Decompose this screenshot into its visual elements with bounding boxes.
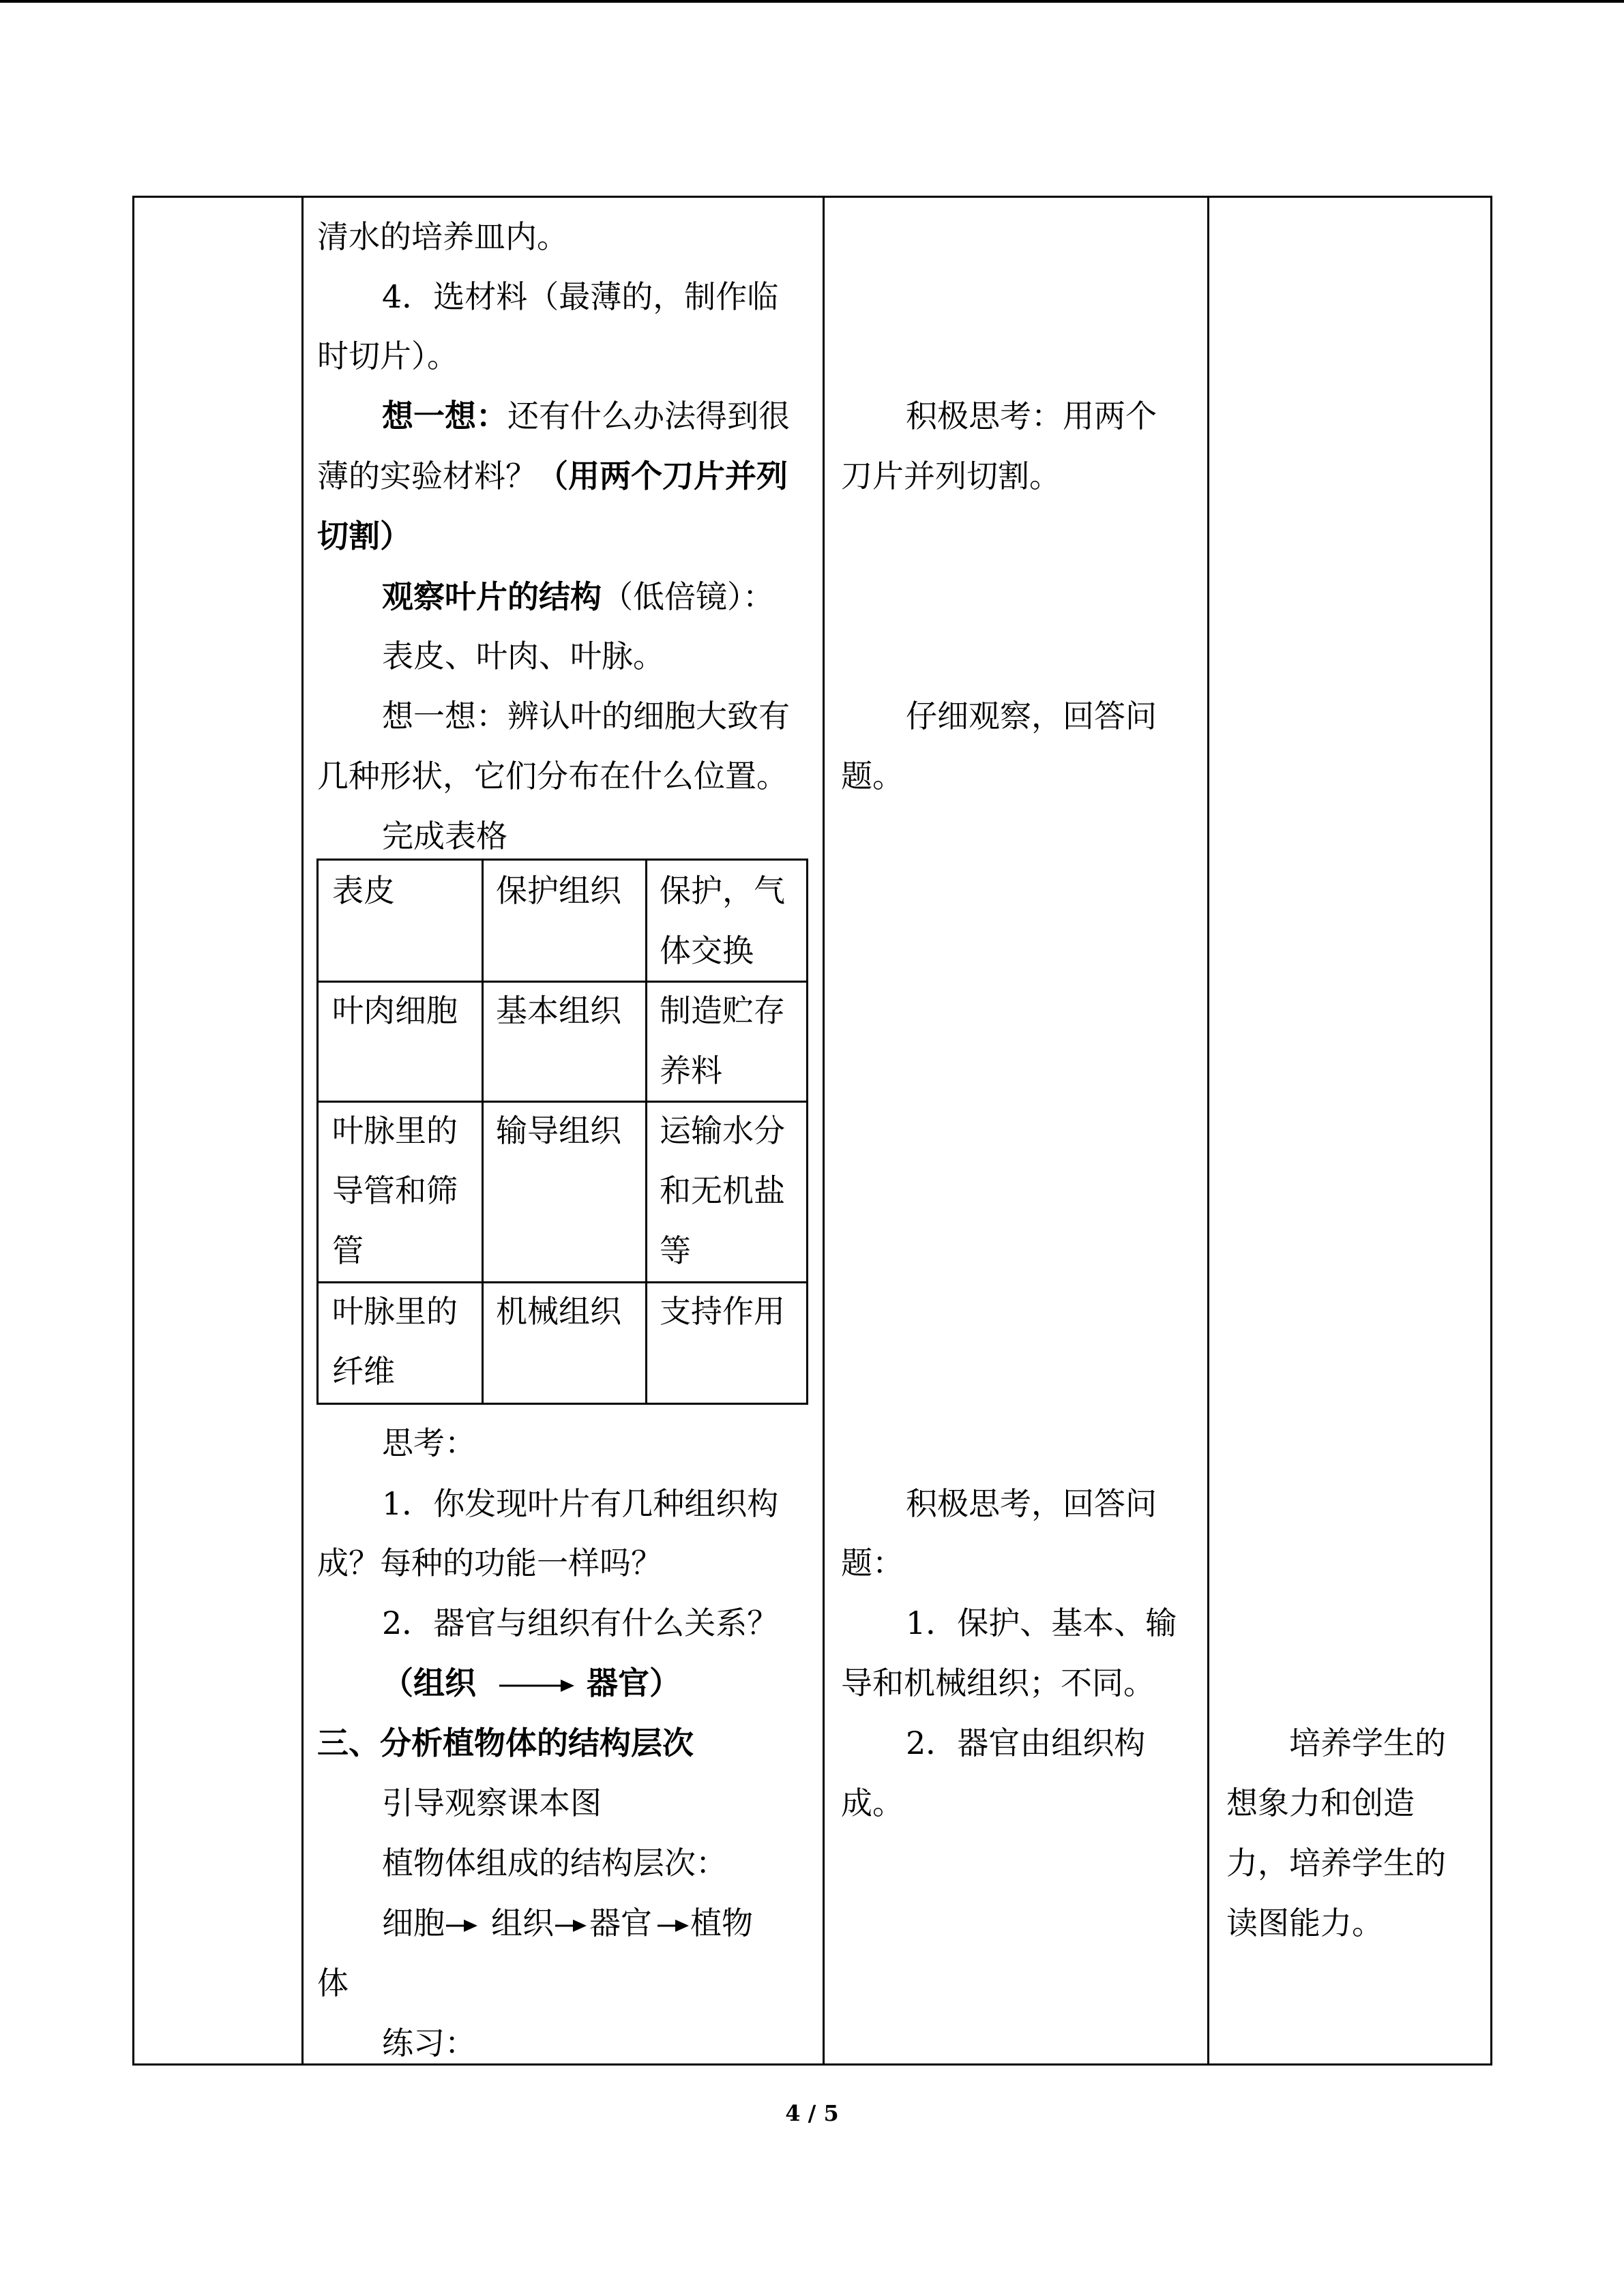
text-line: 练习： <box>382 2025 476 2061</box>
text-span: （低倍镜）： <box>602 578 774 615</box>
answer-bold: （用两个刀片并列 <box>537 458 788 494</box>
text-line: 体 <box>317 1965 349 2001</box>
tissue-table-divider <box>645 861 647 1403</box>
table-cell: 表皮 <box>332 872 395 909</box>
text-span: 薄的实验材料？ <box>317 458 537 494</box>
table-cell: 保护组织 <box>496 872 621 909</box>
text-line: 1．保护、基本、输 <box>906 1605 1177 1641</box>
text-line: 4．选材料（最薄的，制作临 <box>382 278 779 315</box>
text-line <box>382 578 774 615</box>
text-line: 刀片并列切割。 <box>841 458 1061 494</box>
table-cell: 运输水分 和无机盐 等 <box>660 1112 785 1269</box>
text-line: 题。 <box>841 758 904 794</box>
text-line <box>382 400 790 432</box>
design-intent-column <box>1226 196 1486 2066</box>
table-cell: 输导组织 <box>496 1112 621 1149</box>
table-cell: 支持作用 <box>660 1293 785 1330</box>
student-activity-column <box>841 196 1209 2066</box>
table-cell: 叶肉细胞 <box>332 992 458 1029</box>
hierarchy-tissue: 组织 <box>491 1905 554 1941</box>
hierarchy-plant: 植物 <box>690 1905 753 1941</box>
text-line: 引导观察课本图 <box>382 1785 602 1821</box>
text-line: 成？每种的功能一样吗？ <box>317 1545 662 1581</box>
column-divider-1 <box>301 196 304 2066</box>
text-line: 时切片）。 <box>317 338 458 374</box>
table-cell: 基本组织 <box>496 992 621 1029</box>
text-line: 积极思考，回答问 <box>906 1485 1157 1522</box>
arrow-right-icon <box>555 1910 587 1941</box>
text-line: 想象力和创造 <box>1226 1785 1415 1821</box>
table-cell: 制造贮存 养料 <box>660 992 785 1089</box>
text-line: 培养学生的 <box>1289 1725 1446 1761</box>
text-span: （组织 <box>382 1665 476 1701</box>
text-line: 植物体组成的结构层次： <box>382 1845 727 1881</box>
text-line: 成。 <box>841 1785 904 1821</box>
text-line: 表皮、叶肉、叶脉。 <box>382 638 664 674</box>
text-line: 2．器官与组织有什么关系？ <box>382 1605 779 1641</box>
text-line: 想一想：辨认叶的细胞大致有 <box>382 698 790 734</box>
top-rule <box>0 0 1624 3</box>
column-divider-2 <box>823 196 825 2066</box>
text-line: 题： <box>841 1545 904 1581</box>
text-line: 导和机械组织；不同。 <box>841 1665 1155 1701</box>
text-line: 2．器官由组织构 <box>906 1725 1146 1761</box>
answer-bold: 切割） <box>317 518 411 554</box>
think-label: 想一想： <box>382 398 507 434</box>
text-span: 还有什么办法得到很 <box>507 398 790 434</box>
text-line: 力，培养学生的 <box>1226 1845 1446 1881</box>
hierarchy-organ: 器官 <box>589 1905 652 1941</box>
table-cell: 保护，气 体交换 <box>660 872 785 969</box>
text-line: 1．你发现叶片有几种组织构 <box>382 1485 779 1522</box>
table-cell: 机械组织 <box>496 1293 621 1330</box>
table-cell: 叶脉里的 导管和筛 管 <box>332 1112 458 1269</box>
table-cell: 叶脉里的 纤维 <box>332 1293 458 1390</box>
tissue-table <box>316 859 808 1405</box>
text-line: 仔细观察，回答问 <box>906 698 1157 734</box>
text-line: 思考： <box>382 1425 476 1461</box>
text-line: 完成表格 <box>382 818 507 854</box>
section-heading: 观察叶片的结构 <box>382 578 602 615</box>
text-line <box>317 460 788 492</box>
tissue-table-divider <box>482 861 484 1403</box>
hierarchy-cell: 细胞 <box>382 1905 445 1941</box>
text-line: 积极思考：用两个 <box>906 398 1157 434</box>
page-number: 4 / 5 <box>785 2100 839 2126</box>
hierarchy-line <box>382 1907 753 1941</box>
relation-line <box>382 1667 681 1701</box>
text-line: 几种形状，它们分布在什么位置。 <box>317 758 788 794</box>
arrow-right-icon <box>658 1910 689 1941</box>
text-line: 清水的培养皿内。 <box>317 218 568 255</box>
section-heading: 三、分析植物体的结构层次 <box>317 1725 694 1761</box>
arrow-right-icon <box>446 1910 477 1941</box>
text-line: 读图能力。 <box>1226 1905 1383 1941</box>
long-arrow-icon <box>499 1670 574 1701</box>
text-span: 器官） <box>587 1665 681 1701</box>
